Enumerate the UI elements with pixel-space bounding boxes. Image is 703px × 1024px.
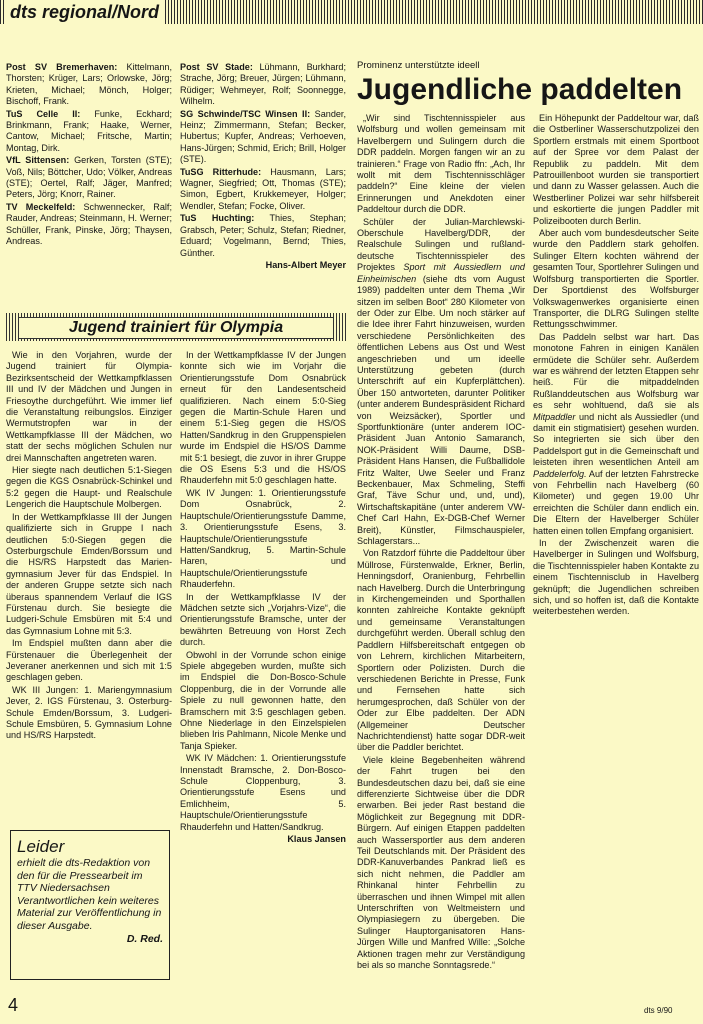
paragraph: Viele kleine Begebenheiten während der Fahrt trugen bei den Bundesdeutschen dazu bei, daß sie eine differenzierte Sichtweise über die DDR erwarben. Bei jeder Rast bestand die Möglichkeit zur Begegnung mit DDR-Bürgern. Auf einigen Etappen paddelten auch Wassersportler aus dem anderen Teil Deutschlands mit. Der Präsident des DDR-Kanuverbandes Pankrad ließ es sich nicht nehmen, die Paddler am Rhinkanal hinter Fehrbellin zu überraschen und ihnen Wimpel mit allen Unterschriften von Weltmeistern und Olympiasiegern zu übergeben. Die Sulinger Hauptorganisatoren Hans-Jürgen Wille und Manfred Wille: „Solche Aktionen tragen mehr zur Verständigung bei als so manche Sonntagsrede.“ [357, 754, 525, 971]
paddel-column-2 [533, 113, 699, 619]
olympia-column-1 [6, 350, 172, 743]
notice-text: erhielt die dts-Redaktion von den für die Pressearbeit im TTV Niedersachsen Verantwortlichen kein weiteres Material zur Veröffentlichung in dieser Ausgabe. [17, 857, 162, 932]
notice-title: Leider [17, 837, 65, 856]
paragraph: Ein Höhepunkt der Paddeltour war, daß die Ostberliner Wasserschutzpolizei den Sportlern erstmals mit einem Sportboot auf der Spree vor dem Palast der Republik zu paddeln. Mit dem Patrouillenboot wurden sie transportiert und dann zu Wasser gelassen. Auch die Westberliner Polizei war sehr hilfsbereit und eskortierte die jungen Paddler mit Polizeibooten durch Berlin. [533, 113, 699, 226]
section-header-bar [0, 0, 703, 24]
paragraph: Obwohl in der Vorrunde schon einige Spiele abgegeben wurden, mußte sich im Endspiel die Don-Bosco-Schule Cloppenburg, die in der Vorrunde alle Spiele zu null gewonnen hatte, den Bramschern mit 3:5 geschlagen geben. Ohne Niederlage in den Einzelspielen blieben Iris Pahlmann, Nicole Menke und Tanja Spieker. [180, 649, 346, 751]
paragraph: Hier siegte nach deutlichen 5:1-Siegen gegen die KGS Osnabrück-Schinkel und 5:2 gegen die Haupt- und Realschule Lengerich die Hauptschule Molbergen. [6, 465, 172, 510]
paragraph: In der Wettkampfklasse IV der Jungen konnte sich wie im Vorjahr die Orientierungsstufe Dom Osnabrück erneut für den Landesentscheid qualifizieren. Nach einem 5:0-Sieg gegen die Martin-Schule Haren und einem 5:1-Sieg gegen die HS/OS Hatten/Sandkrug in den Gruppenspielen wurde im Endspiel die HS/OS Damme mit 5:1 besiegt, die zuvor in ihrer Gruppe die OS Esens 5:3 und die HS/OS Rhauderfehn mit 5:0 geschlagen hatte. [180, 350, 346, 486]
team-roster: TuS Huchting: Thies, Stephan; Grabsch, Peter; Schulz, Stefan; Riedner, Eduard; Vogelmann, Bernd; Thies, Günther. [180, 213, 346, 258]
paddel-column-1 [357, 113, 525, 972]
team-roster: SG Schwinde/TSC Winsen II: Sander, Heinz; Zimmermann, Stefan; Becker, Hubertus; Kupfer, Andreas; Verhoeven, Hans-Jürgen; Schmid, Erich; Brill, Holger (STE). [180, 108, 346, 165]
team-roster: TuS Celle II: Funke, Eckhard; Brinkmann, Frank; Haake, Werner, Cantow, Michael; Fritsche, Martin; Montag, Dirk. [6, 108, 172, 153]
article-title-olympia: Jugend trainiert für Olympia [18, 317, 334, 339]
article-headline: Jugendliche paddelten [357, 73, 683, 106]
paragraph: Im Endspiel mußten dann aber die Fürstenauer die Überlegenheit der Jeveraner anerkennen und sich mit 1:5 geschlagen geben. [6, 638, 172, 683]
team-roster: Post SV Stade: Lühmann, Burkhard; Strache, Jörg; Breuer, Jürgen; Lühmann, Rüdiger; Wehmeyer, Rolf; Soonnegge, Wilhelm. [180, 62, 346, 107]
paragraph: Von Ratzdorf führte die Paddeltour über Müllrose, Fürstenwalde, Erkner, Berlin, Henningsdorf, Oranienburg, Fehrbellin nach Havelberg. Durch die Unterbringung in Kirchengemeinden und Sporthallen konnten zahlreiche Kontakte geknüpft und gemeinsame Veranstaltungen durchgeführt werden. Überall schlug den Paddlern Hilfsbereitschaft entgegen ob von Lehrern, kirchlichen Mitarbeitern, Sportlern oder Polizisten. Durch die verschiedenen Berichte in Presse, Funk und Fernsehen hatte sich herumgesprochen, daß Schüler von der Oder zur Elbe paddelten. Der ADN (Allgemeiner Deutscher Nachrichtendienst) hatte sogar DDR-weit über die Paddler berichtet. [357, 548, 525, 753]
paragraph: Schüler der Julian-Marchlewski-Oberschule Havelberg/DDR, der Realschule Sulingen und rußland-deutsche Tischtennisspieler des Projektes Sport mit Aussiedlern und Einheimischen (siehe dts vom August 1989) paddelten unter dem Thema „Wir sitzen im selben Boot“ 280 Kilometer von der Oder zur Elbe. Um noch stärker auf die Idee ihrer Fahrt hinzuweisen, wurden verschiedene Persönlichkeiten des öffentlichen Lebens aus Ost und West angeschrieben und um ideelle Unterstützung gebeten (durch Unterschrift auf ein Kupferplättchen). Über 150 antworteten, darunter Politiker (unter anderem Bundespräsident Richard von Weizsäcker), Sportler und Sportfunktionäre (unter anderem IOC-Präsident Juan Antonio Samaranch, NOK-Präsident Willi Daume, DSB-Präsident Hans Hansen, die Fußballidole Fritz Walter, Uwe Seeler und Franz Beckenbauer, Max Schmeling, Steffi Graf, Täve Schur und, und, und), Wirtschaftskapitäne (unter anderem VW-Chef Carl Hahn, Ex-DGB-Chef Werner Breit), Künstler, Filmschauspieler, Schlagerstars... [357, 216, 526, 547]
paragraph: „Wir sind Tischtennisspieler aus Wolfsburg und wollen gemeinsam mit Havelbergern und Sulingern durch die DDR paddeln. Morgen fangen wir an zu trainieren.“ Frage von Radio ffn: „Ach, Ihr wollt mit dem Tischtennisschläger paddeln?“ Eine kleine der vielen Erinnerungen und Anekdoten einer Paddeltour durch die DDR. [357, 113, 525, 215]
issue-label: dts 9/90 [644, 1006, 673, 1015]
page-number: 4 [8, 995, 19, 1015]
paragraph: Wie in den Vorjahren, wurde der Jugend trainiert für Olympia-Bezirksentscheid der Wettkampfklassen III und IV der Mädchen und Jungen in Friesoythe durchgeführt. Wie immer lief die Veranstaltung reibungslos. Einziger Wermutstropfen war in der Wettkampfklasse III der Mädchen, wo statt der sechs möglichen Schulen nur drei Mannschaften angetreten waren. [6, 350, 172, 463]
author-signature: Klaus Jansen [287, 834, 346, 845]
team-list-left [6, 62, 172, 249]
team-list-right [180, 62, 346, 272]
author-signature: Hans-Albert Meyer [265, 259, 346, 270]
team-roster: VfL Sittensen: Gerken, Torsten (STE); Voß, Nils; Böttcher, Udo; Völker, Andreas (STE); Oertel, Ralf; Jäger, Manfred; Peters, Jörg; Knorr, Rainer. [6, 155, 172, 200]
notice-sign: D. Red. [126, 932, 163, 945]
article-banner [6, 313, 346, 341]
olympia-column-2 [180, 350, 346, 846]
section-title: dts regional/Nord [4, 0, 165, 24]
paragraph: In der Zwischenzeit waren die Havelberger in Sulingen und Wolfsburg, die Tischtennisspieler haben Kontakte zu einem Tischtennisclub in Havelberg geknüpft; die Jugendlichen schreiben sich, und so hoffen ist, daß die Kontakte weiterbestehen werden. [533, 538, 699, 617]
paragraph: WK III Jungen: 1. Mariengymnasium Jever, 2. IGS Fürstenau, 3. Osterburg-Schule Emden/Borssum, 3. Ludgeri-Schule Emsbüren, 5. Gymnasium Lohne und HS/RS Harpstedt. [6, 684, 172, 741]
paragraph: In der Wettkampfklasse III der Jungen qualifizierte sich in Gruppe I nach deutlichen 5:0-Siegen gegen die Osterburgschule Emden/Borssum und die HS/RS Harpstedt das Marien-gymnasium Jever für das Endspiel. In der anderen Gruppe setzte sich nach überaus spannendem Verlauf die IGS Fürstenau durch. Sie besiegte die Ludgeri-Schule Emsbüren mit 5:4 und das Gymnasium Lohne mit 5:3. [6, 511, 172, 636]
team-roster: Post SV Bremerhaven: Kittelmann, Thorsten; Krüger, Lars; Orlowske, Jörg; Krieten, Michael; Mönch, Holger; Bischoff, Frank. [6, 62, 172, 107]
notice-box [10, 830, 170, 980]
paragraph: Das Paddeln selbst war hart. Das monotone Fahren in einigen Kanälen ermüdete die Schüler sehr. Außerdem war es während der letzten Etappen sehr heiß. Für die mitpaddelnden Rußlanddeutschen aus Wolfsburg war es sehr wohltuend, daß sie als Mitpaddler und nicht als Aussiedler (und damit ein stigmatisiert) gesehen wurden. So integrierten sie sich über den Paddelsport gut in die Gemeinschaft und leisteten ihren wesentlichen Anteil am Paddelerfolg. Auf der letzten Fahrstrecke von Fehrbellin nach Havelberg (60 Kilometer) und gegen 19.00 Uhr erreichten die Schüler dann endlich ein. Die Eltern der Havelberger Schüler hatten einen tollen Empfang organisiert. [533, 331, 699, 536]
paragraph: Aber auch vom bundesdeutscher Seite wurde den Paddlern stark geholfen. Sulinger Eltern kochten während der gesamten Tour, Sportlehrer Sulingen und Wolfsburg transportierten die Sportler. Der Sportdienst des Wolfsburger Volkswagenwerkes organisierte einen Transporter, die DLRG Sulingen stellte Rettungsschwimmer. [533, 228, 699, 330]
paragraph: WK IV Jungen: 1. Orientierungsstufe Dom Osnabrück, 2. Hauptschule/Orientierungsstufe Damme, 3. Orientierungsstufe Esens, 3. Hauptschule/Orientierungsstufe Hatten/Sandkrug, 5. Martin-Schule Haren, und Hauptschule/Orientierungsstufe Rhauderfehn. [180, 487, 346, 590]
team-roster: TV Meckelfeld: Schwennecker, Ralf; Rauder, Andreas; Steinmann, H. Werner; Schüller, Frank, Pinske, Jörg; Thaysen, Andreas. [6, 201, 172, 247]
paragraph: In der Wettkampfklasse IV der Mädchen setzte sich „Vorjahrs-Vize“, die Orientierungsstufe Bramsche, unter der bewährten Betreuung von Horst Zech durch. [180, 591, 346, 648]
team-roster: TuSG Ritterhude: Hausmann, Lars; Wagner, Siegfried; Ott, Thomas (STE); Simon, Egbert, Krukkemeyer, Holger; Wendler, Stefan; Focke, Oliver. [180, 166, 347, 211]
article-kicker: Prominenz unterstützte ideell [357, 60, 480, 71]
paragraph: WK IV Mädchen: 1. Orientierungsstufe Innenstadt Bramsche, 2. Don-Bosco-Schule Cloppenburg, 3. Orientierungsstufe Esens und Emlichheim, 5. Hauptschule/Orientierungsstufe Rhauderfehn und Hatten/Sandkrug. [180, 753, 346, 832]
